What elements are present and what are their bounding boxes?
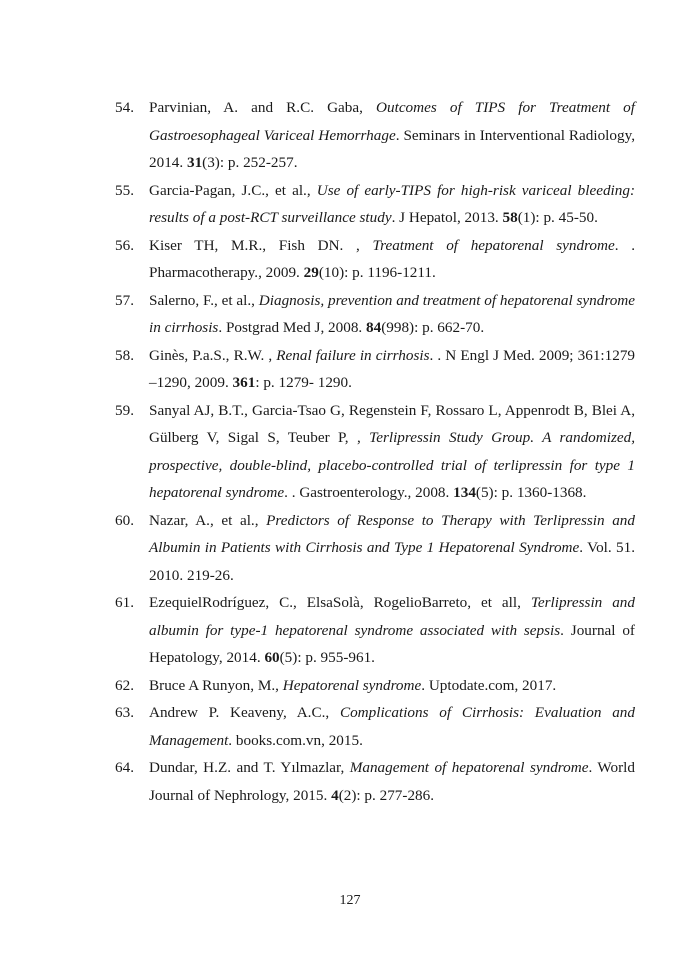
reference-volume: 58 [502, 209, 518, 226]
reference-item [115, 672, 635, 700]
reference-title: Renal failure in cirrhosis [276, 346, 430, 364]
reference-text [149, 232, 635, 287]
reference-text [149, 397, 635, 507]
reference-volume: 84 [366, 319, 382, 336]
reference-segment: Parvinian, A. and R.C. Gaba, [149, 99, 377, 116]
reference-text [149, 177, 635, 232]
reference-number: 63. [115, 704, 134, 721]
reference-segment: Ginès, P.a.S., R.W. , [149, 346, 277, 364]
reference-segment: (998): p. 662-70. [381, 319, 485, 336]
reference-segment: . Vol. 51. 2010. 219-26. [149, 539, 635, 584]
reference-title: Treatment of hepatorenal syndrome [372, 236, 615, 254]
reference-text [149, 672, 635, 700]
reference-segment: Salerno, F., et al., [149, 291, 259, 309]
reference-segment: Nazar, A., et al., [149, 511, 267, 529]
reference-segment: . . Gastroenterology., 2008. [284, 484, 454, 501]
reference-title: Complications of Cirrhosis: Evaluation and Management [149, 704, 635, 749]
reference-list [115, 94, 635, 809]
reference-item [115, 232, 635, 287]
reference-number: 61. [115, 594, 134, 611]
reference-volume: 4 [331, 786, 339, 804]
reference-text [149, 287, 635, 342]
reference-segment: . Uptodate.com, 2017. [421, 676, 557, 694]
reference-number: 59. [115, 401, 134, 419]
reference-segment: (2): p. 277-286. [338, 786, 435, 804]
reference-text [149, 699, 635, 754]
reference-segment: EzequielRodríguez, C., ElsaSolà, RogelioBarreto, et all, [149, 594, 531, 611]
reference-item [115, 507, 635, 590]
reference-segment: . . N Engl J Med. 2009; 361:1279 –1290, 2009. [149, 346, 636, 391]
reference-segment: . Seminars in Interventional Radiology, 2014. [149, 126, 635, 171]
reference-segment: (5): p. 1360-1368. [475, 484, 587, 501]
reference-number: 62. [115, 676, 134, 694]
reference-text [149, 589, 635, 672]
reference-title: Predictors of Response to Therapy with Terlipressin and Albumin in Patients with Cirrhosis and Type 1 Hepatorenal Syndrome [149, 511, 635, 556]
reference-title: Diagnosis, prevention and treatment of hepatorenal syndrome in cirrhosis [149, 291, 635, 336]
reference-volume: 134 [453, 484, 476, 501]
reference-item [115, 287, 635, 342]
reference-number: 57. [115, 291, 134, 309]
reference-segment: Bruce A Runyon, M., [149, 676, 283, 694]
reference-title: Management of hepatorenal syndrome [349, 759, 589, 776]
reference-volume: 31 [186, 154, 203, 171]
reference-segment: (1): p. 45-50. [517, 209, 598, 226]
reference-segment: : p. 1279- 1290. [255, 374, 352, 391]
reference-volume: 361 [232, 374, 256, 391]
reference-item [115, 342, 635, 397]
reference-title: Outcomes of TIPS for Treatment of Gastroesophageal Variceal Hemorrhage [149, 99, 635, 144]
reference-segment: . Journal of Hepatology, 2014. [149, 621, 635, 666]
reference-number: 60. [115, 511, 134, 529]
reference-segment: Kiser TH, M.R., Fish DN. , [149, 236, 373, 254]
reference-segment: . books.com.vn, 2015. [228, 731, 363, 749]
reference-number: 54. [115, 99, 134, 116]
reference-segment: Garcia-Pagan, J.C., et al., [149, 181, 317, 199]
reference-text [149, 507, 635, 590]
reference-number: 64. [115, 759, 134, 776]
reference-segment: Sanyal AJ, B.T., Garcia-Tsao G, Regenstein F, Rossaro L, Appenrodt B, Blei A, Gülberg V, Sigal S, Teuber P, , [149, 401, 635, 446]
reference-text [149, 94, 635, 177]
reference-title: Hepatorenal syndrome [282, 676, 422, 694]
reference-number: 56. [115, 236, 134, 254]
reference-segment: . J Hepatol, 2013. [391, 209, 503, 226]
reference-item [115, 589, 635, 672]
reference-segment: . . Pharmacotherapy., 2009. [149, 236, 635, 281]
page-number: 127 [339, 893, 361, 908]
reference-title: Terlipressin and albumin for type-1 hepatorenal syndrome associated with sepsis [149, 594, 635, 639]
reference-segment: . Postgrad Med J, 2008. [218, 319, 367, 336]
reference-item [115, 754, 635, 809]
reference-number: 58. [115, 346, 134, 364]
reference-number: 55. [115, 181, 134, 199]
reference-text [149, 754, 635, 809]
reference-segment: . World Journal of Nephrology, 2015. [149, 759, 635, 804]
reference-text [149, 342, 635, 397]
reference-volume: 29 [303, 264, 319, 281]
reference-volume: 60 [264, 649, 280, 666]
reference-segment: Andrew P. Keaveny, A.C., [149, 704, 340, 721]
reference-segment: (10): p. 1196-1211. [318, 264, 436, 281]
reference-item [115, 397, 635, 507]
reference-segment: (5): p. 955-961. [279, 649, 375, 666]
reference-segment: (3): p. 252-257. [202, 154, 298, 171]
reference-item [115, 177, 635, 232]
reference-item [115, 699, 635, 754]
reference-segment: Dundar, H.Z. and T. Yılmazlar, [149, 759, 350, 776]
reference-title: Use of early-TIPS for high-risk variceal bleeding: results of a post-RCT surveillance study [149, 181, 635, 226]
reference-item [115, 94, 635, 177]
reference-title: Terlipressin Study Group. A randomized, prospective, double-blind, placebo-controlled trial of terlipressin for type 1 hepatorenal syndrome [149, 429, 635, 501]
